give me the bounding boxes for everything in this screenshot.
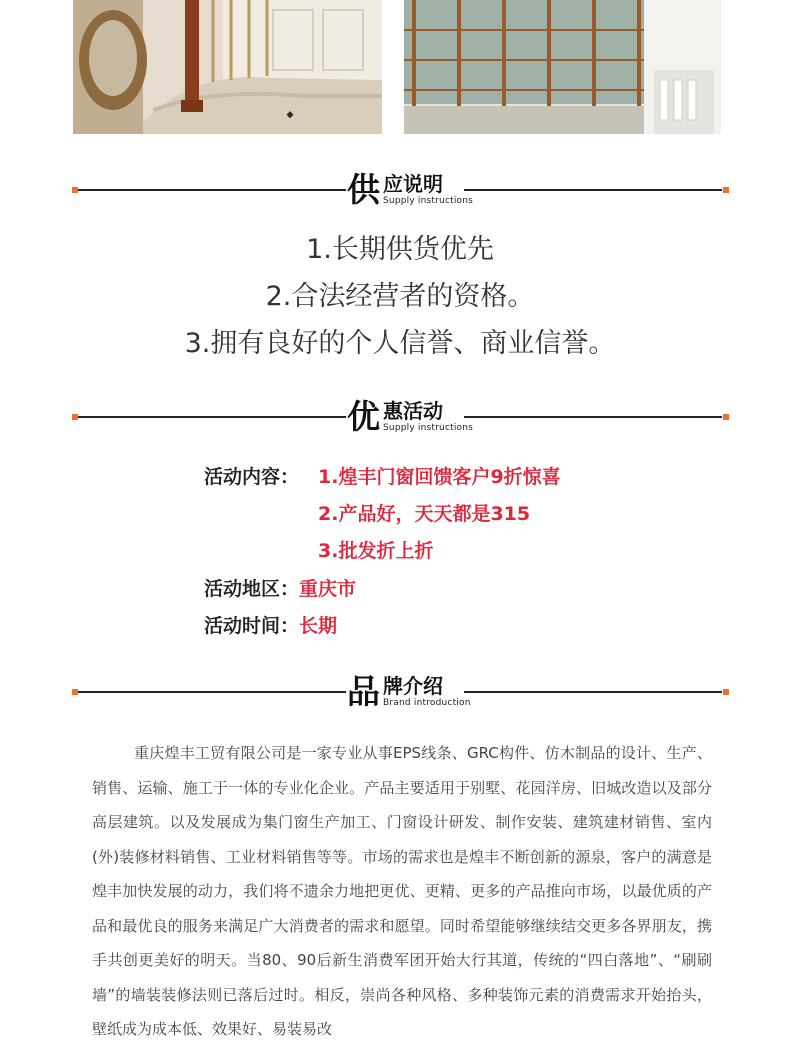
supply-line: 1.长期供货优先	[306, 234, 494, 265]
title-dot	[723, 414, 729, 420]
brand-paragraph: 重庆煌丰工贸有限公司是一家专业从事EPS线条、GRC构件、仿木制品的设计、生产、销售、运输、施工于一体的专业化企业。产品主要适用于别墅、花园洋房、旧城改造以及部分高层建筑。以及发展成为集门窗生产加工、门窗设计研发、制作安装、建筑建材销售、室内(外)装修材料销售、工业材料销售等等。市场的需求也是煌丰不断创新的源泉，客户的满意是煌丰加快发展的动力，我们将不遗余力地把更优、更精、更多的产品推向市场，以最优质的产品和最优良的服务来满足广大消费者的需求和愿望。同时希望能够继续结交更多各界朋友，携手共创更美好的明天。当80、90后新生消费军团开始大行其道，传统的“四白落地”、“刷刷墙”的墙装装修法则已落后过时。相反，崇尚各种风格、多种装饰元素的消费需求开始抬头，壁纸成为成本低、效果好、易装易改	[92, 744, 712, 1038]
promo-area-label: 活动地区：	[204, 578, 300, 600]
title-subtitle: Supply instructions	[383, 423, 474, 433]
brand-section-title	[72, 672, 732, 712]
title-divider	[464, 416, 722, 418]
promo-time-value: 长期	[299, 615, 338, 637]
title-subtitle: Supply instructions	[383, 196, 474, 206]
promo-content-item-text: 2.产品好，天天都是315	[318, 503, 531, 525]
promo-section-title	[72, 397, 732, 437]
title-divider	[464, 691, 722, 693]
promo-content-item-text: 3.批发折上折	[318, 540, 434, 562]
title-divider	[78, 416, 346, 418]
title-big-char: 品	[347, 672, 380, 711]
title-dot	[723, 187, 729, 193]
product-photos	[0, 0, 800, 134]
supply-line: 3.拥有良好的个人信誉、商业信誉。	[184, 328, 616, 359]
title-big-char: 供	[347, 170, 380, 209]
promo-content-item	[318, 501, 530, 527]
title-big-char: 优	[347, 397, 380, 436]
title-text: 应说明	[383, 172, 443, 196]
title-divider	[464, 189, 722, 191]
staircase-photo	[73, 0, 382, 134]
title-divider	[78, 691, 346, 693]
promo-time-label: 活动时间：	[204, 615, 300, 637]
title-divider	[78, 189, 346, 191]
promo-content-row	[204, 464, 299, 490]
supply-section-title	[72, 170, 732, 210]
promo-time-row	[204, 613, 337, 639]
promo-content-item	[318, 538, 433, 564]
promo-content-item-text: 1.煌丰门窗回馈客户9折惊喜	[318, 466, 561, 488]
sunroom-photo	[404, 0, 721, 134]
title-text: 惠活动	[383, 399, 443, 423]
promo-area-row	[204, 576, 356, 602]
title-subtitle: Brand introduction	[383, 698, 471, 708]
promo-content-label: 活动内容：	[204, 466, 300, 488]
supply-line: 2.合法经营者的资格。	[265, 281, 535, 312]
title-dot	[723, 689, 729, 695]
promo-content-item	[318, 464, 561, 490]
promo-area-value: 重庆市	[299, 578, 357, 600]
title-text: 牌介绍	[383, 674, 443, 698]
